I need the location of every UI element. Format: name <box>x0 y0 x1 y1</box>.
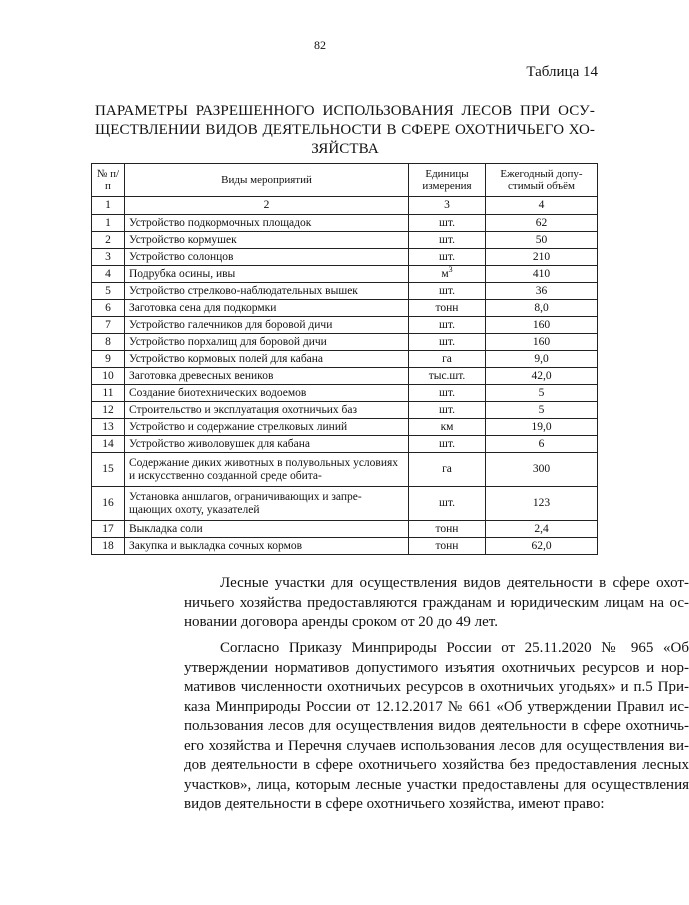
row-unit <box>409 538 486 555</box>
row-volume-text: 50 <box>535 233 548 246</box>
column-number: 3 <box>409 197 486 215</box>
row-unit-text: тыс.шт. <box>428 369 466 382</box>
row-volume-text: 2,4 <box>534 522 549 535</box>
row-number-text: 10 <box>102 369 114 382</box>
header-activity: Виды мероприятий <box>125 164 409 197</box>
row-unit-text: тонн <box>435 301 459 314</box>
row-unit <box>409 249 486 266</box>
row-unit-text: шт. <box>439 284 455 297</box>
table-row <box>92 521 598 538</box>
row-unit <box>409 300 486 317</box>
row-volume <box>486 351 598 368</box>
row-volume <box>486 266 598 283</box>
table-row <box>92 538 598 555</box>
row-unit <box>409 266 486 283</box>
row-volume <box>486 283 598 300</box>
row-volume-text: 123 <box>532 497 551 509</box>
table-row <box>92 232 598 249</box>
row-volume-text: 160 <box>532 318 551 331</box>
row-volume <box>486 521 598 538</box>
row-volume-text: 42,0 <box>531 369 552 382</box>
row-volume <box>486 215 598 232</box>
row-unit <box>409 521 486 538</box>
row-volume <box>486 317 598 334</box>
row-volume-text: 410 <box>532 267 551 280</box>
row-number-text: 15 <box>102 463 114 475</box>
row-activity <box>125 436 409 453</box>
row-volume-text: 160 <box>532 335 551 348</box>
row-volume-text: 36 <box>535 284 548 297</box>
row-activity <box>125 232 409 249</box>
row-number-text: 6 <box>105 301 111 314</box>
row-activity-text: Устройство галечников для боровой дичи <box>129 318 333 331</box>
row-activity <box>125 249 409 266</box>
row-number-text: 8 <box>105 335 111 348</box>
row-volume <box>486 538 598 555</box>
row-number <box>92 283 125 300</box>
row-number-text: 17 <box>102 522 114 535</box>
row-volume <box>486 436 598 453</box>
table-row <box>92 436 598 453</box>
row-unit-text: шт. <box>439 318 455 331</box>
row-volume <box>486 402 598 419</box>
row-activity <box>125 266 409 283</box>
row-number <box>92 436 125 453</box>
row-activity-text: Устройство порхалищ для боровой дичи <box>129 335 327 348</box>
row-unit <box>409 436 486 453</box>
row-activity-text: Устройство и содержание стрелковых линий <box>129 420 348 433</box>
row-unit <box>409 317 486 334</box>
row-activity <box>125 385 409 402</box>
row-activity-text: Заготовка древесных веников <box>129 369 274 382</box>
row-unit-text: шт. <box>439 250 455 263</box>
row-activity-text: Установка аншлагов, ограничивающих и запре-щающих охоту, указателей <box>129 490 362 516</box>
row-unit <box>409 453 486 487</box>
row-unit-text: шт. <box>439 386 455 399</box>
row-unit <box>409 334 486 351</box>
row-volume <box>486 249 598 266</box>
row-volume <box>486 334 598 351</box>
row-number-text: 11 <box>102 386 114 399</box>
column-number: 1 <box>92 197 125 215</box>
row-activity <box>125 334 409 351</box>
table-row <box>92 487 598 521</box>
row-unit-text: тонн <box>435 522 459 535</box>
header-num: № п/п <box>92 164 125 197</box>
row-volume-text: 5 <box>538 403 545 416</box>
row-number <box>92 538 125 555</box>
row-volume <box>486 232 598 249</box>
row-number-text: 16 <box>102 497 114 509</box>
row-activity <box>125 487 409 521</box>
table-row <box>92 453 598 487</box>
table-caption: Таблица 14 <box>526 64 598 80</box>
column-number: 2 <box>125 197 409 215</box>
table-row <box>92 419 598 436</box>
row-number <box>92 521 125 538</box>
row-unit-text: шт. <box>439 403 455 416</box>
row-number <box>92 317 125 334</box>
row-activity-text: Выкладка соли <box>129 522 203 535</box>
table-row <box>92 249 598 266</box>
row-unit-text: шт. <box>439 233 455 246</box>
table-row <box>92 283 598 300</box>
row-unit-text: шт. <box>439 335 455 348</box>
row-number-text: 1 <box>105 216 111 229</box>
row-number-text: 3 <box>105 250 111 263</box>
row-volume-text: 8,0 <box>534 301 549 314</box>
row-volume-text: 300 <box>532 463 551 475</box>
row-volume <box>486 487 598 521</box>
row-unit <box>409 402 486 419</box>
row-unit-text: шт. <box>439 437 455 450</box>
row-volume-text: 210 <box>532 250 551 263</box>
row-activity <box>125 283 409 300</box>
row-activity <box>125 453 409 487</box>
row-volume <box>486 385 598 402</box>
row-number <box>92 232 125 249</box>
row-number <box>92 402 125 419</box>
column-number-row <box>92 197 598 215</box>
row-unit-text: м <box>441 267 449 280</box>
row-number <box>92 300 125 317</box>
table-title: ПАРАМЕТРЫ РАЗРЕШЕННОГО ИСПОЛЬЗОВАНИЯ ЛЕСОВ ПРИ ОСУ-ЩЕСТВЛЕНИИ ВИДОВ ДЕЯТЕЛЬНОСТИ В СФЕРЕ ОХОТНИЧЬЕГО ХО-ЗЯЙСТВА <box>95 103 595 157</box>
header-volume: Ежегодный допу-стимый объём <box>486 164 598 197</box>
row-activity <box>125 538 409 555</box>
row-unit <box>409 351 486 368</box>
table-row <box>92 351 598 368</box>
row-number <box>92 453 125 487</box>
row-activity-text: Создание биотехнических водоемов <box>129 386 307 399</box>
row-activity <box>125 402 409 419</box>
row-unit-text: шт. <box>439 497 455 509</box>
row-activity <box>125 419 409 436</box>
row-number-text: 4 <box>105 267 111 280</box>
row-unit <box>409 385 486 402</box>
row-activity <box>125 521 409 538</box>
row-unit <box>409 283 486 300</box>
row-activity-text: Устройство подкормочных площадок <box>129 216 312 229</box>
table-header-row <box>92 164 598 197</box>
row-number-text: 12 <box>102 403 114 416</box>
row-number <box>92 249 125 266</box>
row-number-text: 14 <box>102 437 114 450</box>
row-activity <box>125 215 409 232</box>
row-activity-text: Строительство и эксплуатация охотничьих баз <box>129 403 357 416</box>
row-unit-text: га <box>442 352 452 365</box>
row-number-text: 18 <box>102 539 114 552</box>
row-volume-text: 6 <box>538 437 545 450</box>
row-volume <box>486 300 598 317</box>
table-row <box>92 334 598 351</box>
row-volume <box>486 419 598 436</box>
row-number <box>92 215 125 232</box>
row-volume-text: 9,0 <box>534 352 549 365</box>
row-number-text: 7 <box>105 318 111 331</box>
row-volume-text: 62 <box>535 216 548 229</box>
row-unit-text: км <box>440 420 454 433</box>
row-activity-text: Закупка и выкладка сочных кормов <box>129 539 303 552</box>
row-number <box>92 351 125 368</box>
row-activity-text: Устройство солонцов <box>129 250 234 263</box>
header-unit: Единицы измерения <box>409 164 486 197</box>
row-activity-text: Заготовка сена для подкормки <box>129 301 277 314</box>
row-number-text: 9 <box>105 352 111 365</box>
unit-superscript: 3 <box>448 264 453 274</box>
paragraph: Согласно Приказу Минприроды России от 25.11.2020 № 965 «Об утверждении нормативов допустимого изъятия охотничьих ресурсов и нор-мативов численности охотничьих ресурсов в охотничьих угодьях» и п.5 При-каза Минприроды России от 12.12.2017 № 661 «Об утверждении Правил ис-пользования лесов для осуществления видов деятельности в сфере охотничь-его хозяйства и Перечня случаев использования лесов для осуществления ви-дов деятельности в сфере охотничьего хозяйства без предоставления лесных участков», лица, которым лесные участки предоставлены для осуществления видов деятельности в сфере охотничьего хозяйства, имеют право: <box>184 640 689 812</box>
row-unit-text: шт. <box>439 216 455 229</box>
paragraph: Лесные участки для осуществления видов деятельности в сфере охот-ничьего хозяйства предоставляются гражданам и юридическим лицам на ос-новании договора аренды сроком от 20 до 49 лет. <box>184 575 689 630</box>
row-unit <box>409 368 486 385</box>
row-activity-text: Устройство стрелково-наблюдательных вышек <box>129 284 358 297</box>
row-number <box>92 487 125 521</box>
row-volume-text: 62,0 <box>531 539 552 552</box>
row-volume-text: 19,0 <box>531 420 552 433</box>
table-row <box>92 215 598 232</box>
row-number <box>92 368 125 385</box>
row-activity <box>125 368 409 385</box>
row-number-text: 2 <box>105 233 111 246</box>
table-row <box>92 266 598 283</box>
row-unit <box>409 232 486 249</box>
row-number-text: 5 <box>105 284 111 297</box>
row-activity <box>125 317 409 334</box>
row-unit-text: га <box>442 463 452 475</box>
parameters-table <box>91 163 598 555</box>
page-number: 82 <box>314 38 326 52</box>
row-volume <box>486 453 598 487</box>
row-unit <box>409 487 486 521</box>
row-number <box>92 419 125 436</box>
row-number <box>92 266 125 283</box>
row-activity-text: Подрубка осины, ивы <box>129 267 236 280</box>
row-number <box>92 385 125 402</box>
row-number-text: 13 <box>102 420 114 433</box>
row-activity <box>125 351 409 368</box>
row-unit <box>409 215 486 232</box>
table-row <box>92 368 598 385</box>
row-volume <box>486 368 598 385</box>
row-activity-text: Устройство кормовых полей для кабана <box>129 352 324 365</box>
table-row <box>92 402 598 419</box>
row-volume-text: 5 <box>538 386 545 399</box>
table-row <box>92 300 598 317</box>
row-activity <box>125 300 409 317</box>
row-number <box>92 334 125 351</box>
row-activity-text: Устройство кормушек <box>129 233 237 246</box>
column-number: 4 <box>486 197 598 215</box>
row-unit-text: тонн <box>435 539 459 552</box>
table-row <box>92 317 598 334</box>
table-row <box>92 385 598 402</box>
row-activity-text: Устройство живоловушек для кабана <box>129 437 311 450</box>
row-activity-text: Содержание диких животных в полувольных условиях и искусственно созданной среде обита- <box>129 456 399 482</box>
row-unit <box>409 419 486 436</box>
